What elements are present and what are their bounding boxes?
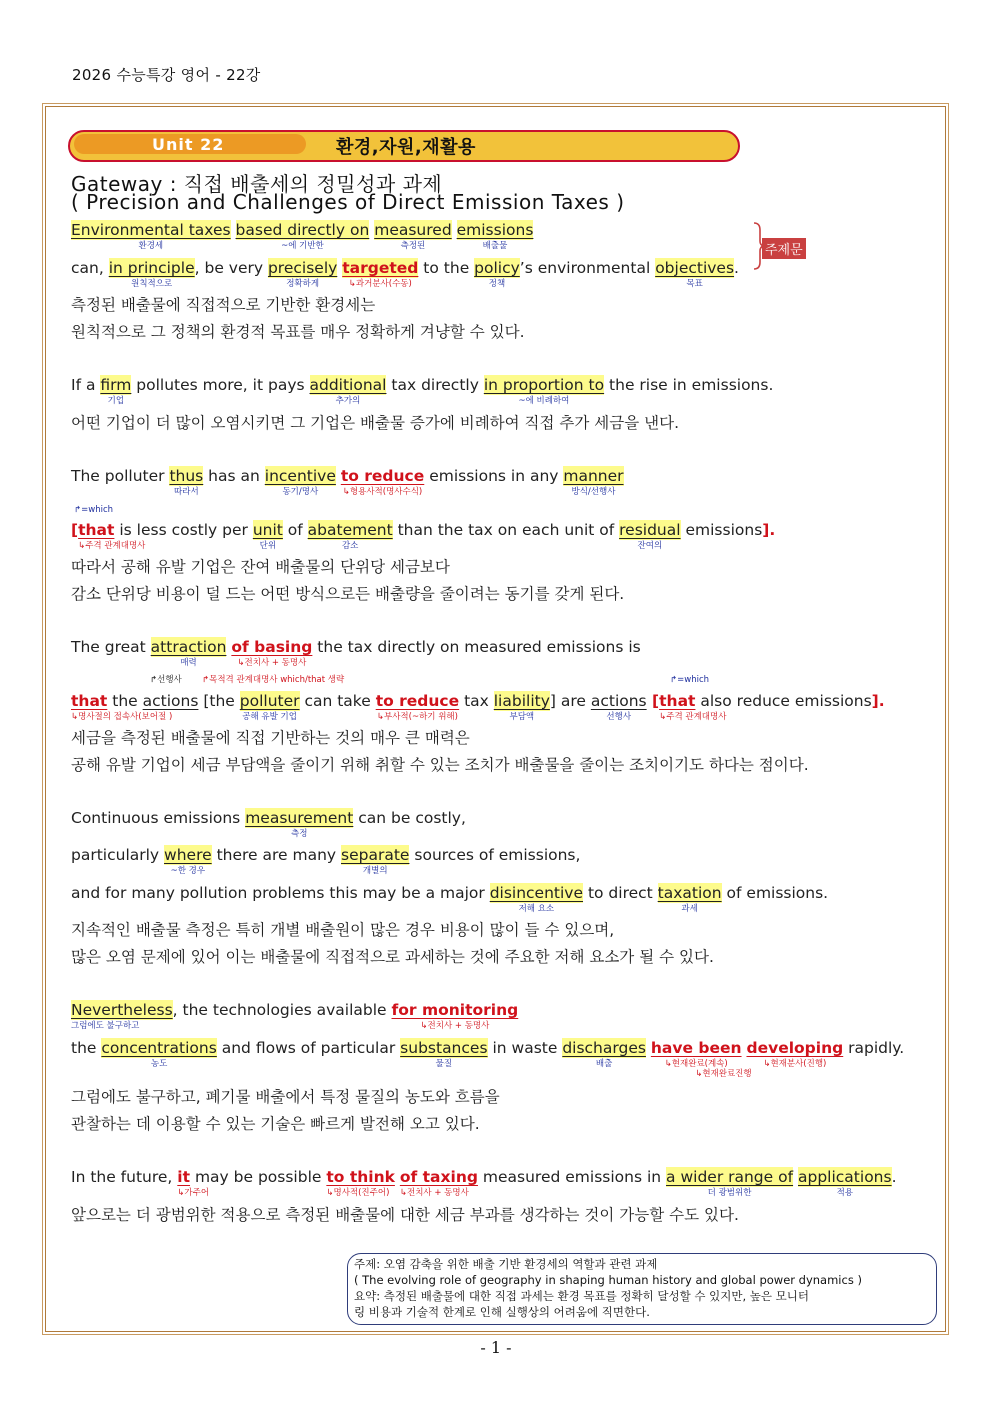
p3-korean-2: 감소 단위당 비용이 덜 드는 어떤 방식으로든 배출량을 줄이려는 동기를 갖게 된다.: [71, 585, 625, 603]
summary-text-1: 요약: 측정된 배출물에 대한 직접 과세는 환경 목표를 정확히 달성할 수 있지만, 높은 모니터: [354, 1289, 809, 1303]
word: of taxing ↳전치사 + 동명사: [399, 1168, 478, 1198]
word: polluter 공해 유발 기업: [239, 692, 300, 722]
word: discharges 배출: [562, 1039, 646, 1069]
page-header: 2026 수능특강 영어 - 22강: [72, 66, 261, 84]
topic-sentence-tag: 주제문: [762, 238, 806, 259]
word: a wider range of 더 광범위한: [666, 1168, 794, 1198]
word: that ↳주격 관계대명사: [659, 692, 727, 722]
word: substances 물질: [400, 1039, 488, 1069]
word: developing ↳현재분사(진행): [746, 1039, 844, 1069]
unit-label: Unit 22: [152, 135, 225, 154]
content-frame: [45, 106, 946, 1332]
word: of basing ↳전치사 + 동명사: [231, 638, 313, 668]
word: applications 적용: [798, 1168, 892, 1198]
word: thus 따라서: [169, 467, 204, 497]
p2-korean: 어떤 기업이 더 많이 오염시키면 그 기업은 배출물 증가에 비례하여 직접 추가 세금을 낸다.: [71, 414, 680, 432]
word: separate 개별의: [341, 846, 410, 876]
word: incentive 동기/명사: [264, 467, 336, 497]
word: targeted ↳과거분사(수동): [342, 259, 419, 289]
summary-box: [347, 1253, 937, 1325]
p4-note-antecedent: ↱선행사: [150, 675, 182, 685]
word: it ↳가주어: [177, 1168, 210, 1198]
p6-korean-2: 관찰하는 데 이용할 수 있는 기술은 빠르게 발전해 오고 있다.: [71, 1115, 480, 1133]
p5-line3: and for many pollution problems this may be a major disincentive 저해 요소 to direct taxation 과세 of emissions.: [71, 884, 829, 914]
word: attraction 매력: [150, 638, 227, 668]
word: in proportion to ~에 비례하여: [483, 376, 605, 406]
p5-line2: particularly where ~한 경우 there are many separate 개별의 sources of emissions,: [71, 846, 581, 876]
summary-topic: 주제: 오염 감축을 위한 배출 기반 환경세의 역할과 관련 과제: [354, 1257, 658, 1271]
word: to reduce ↳형용사적(명사수식): [340, 467, 425, 497]
p1-line2: can, in principle 원칙적으로 , be very precisely 정확하게 targeted ↳과거분사(수동) to the policy 정책 ’s environmental objectives 목표 .: [71, 259, 739, 289]
p3-line2: [that ↳주격 관계대명사 is less costly per unit 단위 of abatement 감소 than the tax on each unit of residual 잔여의 emissions].: [71, 521, 776, 551]
word: firm 기업: [100, 376, 132, 406]
p1-korean-1: 측정된 배출물에 직접적으로 기반한 환경세는: [71, 296, 376, 314]
p4-korean-2: 공해 유발 기업이 세금 부담액을 줄이기 위해 취할 수 있는 조치가 배출물을 줄이는 조치이기도 하다는 점이다.: [71, 756, 809, 774]
word: actions: [142, 692, 199, 710]
word: have been ↳현재완료(계속) ↳현재완료진행: [650, 1039, 752, 1079]
word: measurement 측정: [245, 809, 354, 839]
word: concentrations 농도: [101, 1039, 217, 1069]
p4-line2: that ↳명사절의 접속사(보어절 ) the actions [the polluter 공해 유발 기업 can take to reduce ↳부사적(~하기 위해) tax liability 부담액 ] are actions 선행사 [that ↳주격 관계대명사 also reduce emissions].: [71, 692, 885, 722]
p3-note-which: ↱=which: [74, 505, 114, 515]
p1-line1: [71, 220, 534, 251]
p6-line2: the concentrations 농도 and flows of particular substances 물질 in waste discharges 배출 have been ↳현재완료(계속) ↳현재완료진행 developing ↳현재분사(진행) rapidly.: [71, 1039, 905, 1079]
word: liability 부담액: [493, 692, 550, 722]
p4-note-which: ↱=which: [670, 675, 710, 685]
title-english: ( Precision and Challenges of Direct Emission Taxes ): [71, 190, 625, 214]
p6-line1: Nevertheless 그럼에도 불구하고 , the technologies available for monitoring ↳전치사 + 동명사: [71, 1001, 519, 1031]
word: manner 방식/선행사: [563, 467, 624, 497]
word: additional 추가의: [309, 376, 387, 406]
word: abatement 감소: [307, 521, 393, 551]
word: where ~한 경우: [164, 846, 212, 876]
word: that ↳명사절의 접속사(보어절 ): [71, 692, 173, 722]
word: unit 단위: [252, 521, 283, 551]
p3-line1: The polluter thus 따라서 has an incentive 동기/명사 to reduce ↳형용사적(명사수식) emissions in any manner 방식/선행사: [71, 467, 624, 497]
word: that ↳주격 관계대명사: [78, 521, 146, 551]
unit-topic: 환경,자원,재활용: [336, 137, 476, 158]
p2-line1: If a firm 기업 pollutes more, it pays additional 추가의 tax directly in proportion to ~에 비례하여 the rise in emissions.: [71, 376, 774, 406]
word: emissions 배출물: [456, 221, 534, 251]
word: for monitoring ↳전치사 + 동명사: [391, 1001, 519, 1031]
word: residual 잔여의: [619, 521, 681, 551]
p4-korean-1: 세금을 측정된 배출물에 직접 기반하는 것의 매우 큰 매력은: [71, 729, 470, 747]
word: measured 측정된: [374, 221, 452, 251]
p1-korean-2: 원칙적으로 그 정책의 환경적 목표를 매우 정확하게 겨냥할 수 있다.: [71, 323, 525, 341]
p5-line1: Continuous emissions measurement 측정 can be costly,: [71, 809, 466, 839]
word: disincentive 저해 요소: [489, 884, 584, 914]
word: policy 정책: [474, 259, 520, 289]
word: based directly on ~에 기반한: [235, 221, 370, 251]
p4-note-omitted-relative: ↱목적격 관계대명사 which/that 생략: [202, 675, 345, 685]
word: Environmental taxes 환경세: [71, 221, 231, 251]
word: in principle 원칙적으로: [108, 259, 195, 289]
p7-line1: In the future, it ↳가주어 may be possible to think ↳명사적(진주어) of taxing ↳전치사 + 동명사 measured emissions in a wider range of 더 광범위한 applications 적용 .: [71, 1168, 897, 1198]
word: taxation 과세: [657, 884, 722, 914]
page-number: - 1 -: [480, 1338, 512, 1357]
title-korean: Gateway : 직접 배출세의 정밀성과 과제: [71, 172, 443, 196]
word: objectives 목표: [655, 259, 735, 289]
summary-topic-english: ( The evolving role of geography in shaping human history and global power dynamics ): [354, 1273, 862, 1287]
p3-korean-1: 따라서 공해 유발 기업은 잔여 배출물의 단위당 세금보다: [71, 558, 450, 576]
p7-korean: 앞으로는 더 광범위한 적용으로 측정된 배출물에 대한 세금 부과를 생각하는 것이 가능할 수도 있다.: [71, 1206, 739, 1224]
word: to think ↳명사적(진주어): [326, 1168, 395, 1198]
word: precisely 정확하게: [267, 259, 338, 289]
word: to reduce ↳부사적(~하기 위해): [375, 692, 460, 722]
summary-text-2: 링 비용과 기술적 한계로 인해 실행상의 어려움에 직면한다.: [354, 1305, 650, 1319]
p5-korean-2: 많은 오염 문제에 있어 이는 배출물에 직접적으로 과세하는 것에 주요한 저해 요소가 될 수 있다.: [71, 948, 714, 966]
word: Nevertheless 그럼에도 불구하고: [71, 1001, 173, 1031]
p5-korean-1: 지속적인 배출물 측정은 특히 개별 배출원이 많은 경우 비용이 많이 들 수 있으며,: [71, 921, 615, 939]
unit-banner: [68, 130, 738, 160]
word: actions 선행사: [590, 692, 647, 722]
p6-korean-1: 그럼에도 불구하고, 폐기물 배출에서 특정 물질의 농도와 흐름을: [71, 1088, 500, 1106]
p4-line1: The great attraction 매력 of basing ↳전치사 + 동명사 the tax directly on measured emissions is: [71, 638, 641, 668]
